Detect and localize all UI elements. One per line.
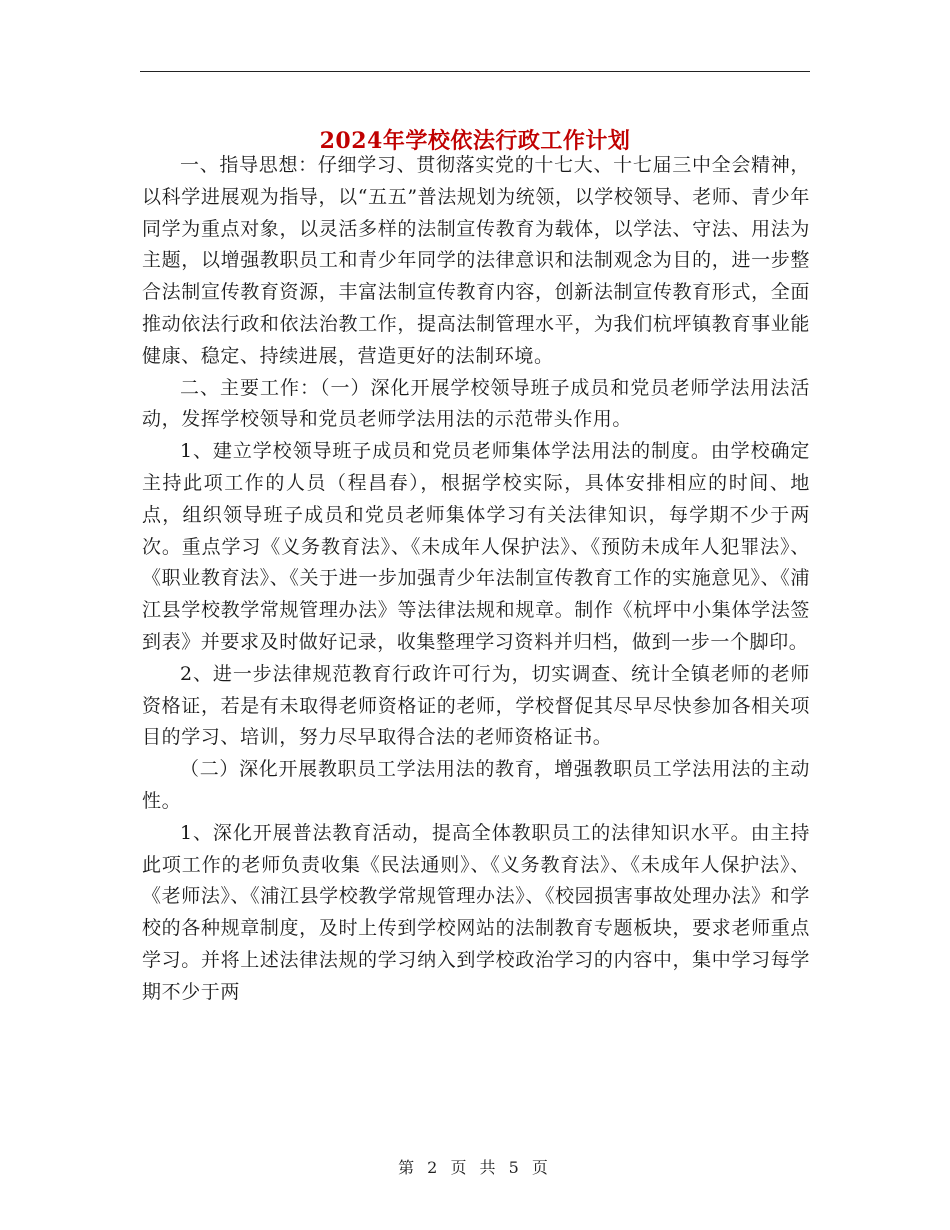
page-number-footer: 第 2 页 共 5 页	[398, 1158, 552, 1177]
paragraph-item-1-leadership-study: 1、建立学校领导班子成员和党员老师集体学法用法的制度。由学校确定主持此项工作的人员（程昌春），根据学校实际，具体安排相应的时间、地点，组织领导班子成员和党员老师集体学习有关法律知识，每学期不少于两次。重点学习《义务教育法》、《未成年人保护法》、《预防未成年人犯罪法》、《职业教育法》、《关于进一步加强青少年法制宣传教育工作的实施意见》、《浦江县学校教学常规管理办法》等法律法规和规章。制作《杭坪中小集体学法签到表》并要求及时做好记录，收集整理学习资料并归档，做到一步一个脚印。	[142, 440, 810, 653]
paragraph-main-work: 二、主要工作：（一）深化开展学校领导班子成员和党员老师学法用法活动，发挥学校领导和党员老师学法用法的示范带头作用。	[142, 376, 810, 431]
header-rule	[140, 71, 810, 72]
paragraph-item-2-teacher-certificates: 2、进一步法律规范教育行政许可行为，切实调查、统计全镇老师的老师资格证，若是有未取得老师资格证的老师，学校督促其尽早尽快参加各相关项目的学习、培训，努力尽早取得合法的老师资格证书。	[142, 662, 810, 749]
document-body	[142, 150, 810, 1009]
paragraph-guiding-ideology: 一、指导思想：仔细学习、贯彻落实党的十七大、十七届三中全会精神，以科学进展观为指导，以“五五”普法规划为统领，以学校领导、老师、青少年同学为重点对象，以灵活多样的法制宣传教育为载体，以学法、守法、用法为主题，以增强教职员工和青少年同学的法律意识和法制观念为目的，进一步整合法制宣传教育资源，丰富法制宣传教育内容，创新法制宣传教育形式，全面推动依法行政和依法治教工作，提高法制管理水平，为我们杭坪镇教育事业能健康、稳定、持续进展，营造更好的法制环境。	[142, 154, 810, 367]
paragraph-item-1-legal-education: 1、深化开展普法教育活动，提高全体教职员工的法律知识水平。由主持此项工作的老师负责收集《民法通则》、《义务教育法》、《未成年人保护法》、《老师法》、《浦江县学校教学常规管理办法》、《校园损害事故处理办法》和学校的各种规章制度，及时上传到学校网站的法制教育专题板块，要求老师重点学习。并将上述法律法规的学习纳入到学校政治学习的内容中，集中学习每学期不少于两	[142, 821, 810, 1003]
document-title: 2024年学校依法行政工作计划	[319, 127, 631, 154]
paragraph-section-2-heading: （二）深化开展教职员工学法用法的教育，增强教职员工学法用法的主动性。	[142, 758, 810, 812]
